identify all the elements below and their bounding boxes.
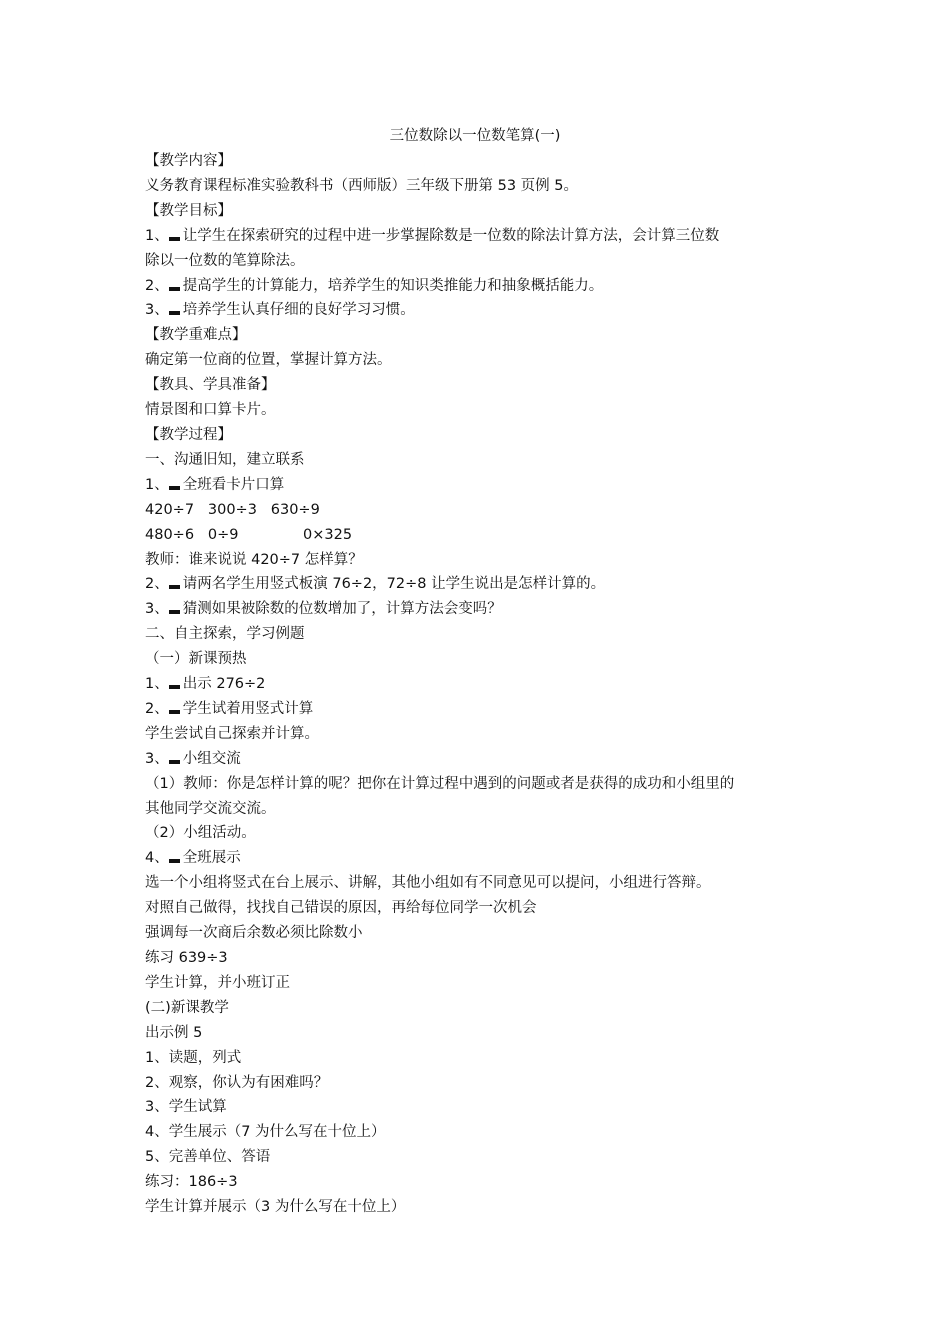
list-number: 1、 xyxy=(145,476,169,493)
document-body xyxy=(145,149,825,1220)
line-text: 义务教育课程标准实验教科书（西师版）三年级下册第 53 页例 5。 xyxy=(145,177,579,194)
list-number: 1、 xyxy=(145,676,169,693)
line-text: 教师：谁来说说 420÷7 怎样算？ xyxy=(145,551,363,568)
line-text: 1、读题，列式 xyxy=(145,1049,242,1066)
line-text: 小组交流 xyxy=(182,750,241,767)
text-line xyxy=(145,1021,825,1046)
list-number: 3、 xyxy=(145,750,169,767)
line-text: 练习 639÷3 xyxy=(145,950,228,966)
line-text: 提高学生的计算能力，培养学生的知识类推能力和抽象概括能力。 xyxy=(182,277,604,294)
text-line xyxy=(145,498,825,523)
text-line xyxy=(145,448,825,473)
line-text: 全班看卡片口算 xyxy=(182,476,285,493)
text-line xyxy=(145,523,825,548)
text-line xyxy=(145,298,825,323)
text-line xyxy=(145,323,825,348)
text-line xyxy=(145,772,825,797)
text-line xyxy=(145,249,825,274)
text-line xyxy=(145,1071,825,1096)
text-line xyxy=(145,622,825,647)
text-line xyxy=(145,1046,825,1071)
tab-marker-icon xyxy=(169,760,180,764)
line-text: 420÷7 300÷3 630÷9 xyxy=(145,501,320,518)
text-line xyxy=(145,797,825,822)
text-line xyxy=(145,971,825,996)
line-text: 练习：186÷3 xyxy=(145,1174,238,1191)
text-line xyxy=(145,597,825,622)
line-text: (二)新课教学 xyxy=(145,999,229,1016)
text-line xyxy=(145,398,825,423)
line-text: 强调每一次商后余数必须比除数小 xyxy=(145,925,363,942)
line-text: 选一个小组将竖式在台上展示、讲解，其他小组如有不同意见可以提问，小组进行答辩。 xyxy=(145,875,711,892)
line-text: 5、完善单位、答语 xyxy=(145,1149,271,1166)
tab-marker-icon xyxy=(169,237,180,241)
line-text: 学生尝试自己探索并计算。 xyxy=(145,725,319,742)
line-text: 480÷6 0÷9 0×325 xyxy=(145,526,353,543)
line-text: （1）教师：你是怎样计算的呢？把你在计算过程中遇到的问题或者是获得的成功和小组里的 xyxy=(145,775,735,792)
list-number: 1、 xyxy=(145,227,169,244)
text-line xyxy=(145,1195,825,1220)
line-text: 除以一位数的笔算除法。 xyxy=(145,252,305,269)
tab-marker-icon xyxy=(169,610,180,614)
list-number: 2、 xyxy=(145,700,169,717)
text-line xyxy=(145,224,825,249)
line-text: 【教学重难点】 xyxy=(145,327,247,344)
text-line xyxy=(145,722,825,747)
line-text: 二、自主探索，学习例题 xyxy=(145,626,305,643)
line-text: 让学生在探索研究的过程中进一步掌握除数是一位数的除法计算方法，会计算三位数 xyxy=(182,227,720,244)
line-text: 全班展示 xyxy=(182,850,241,867)
line-text: 猜测如果被除数的位数增加了，计算方法会变吗？ xyxy=(182,601,502,618)
line-text: 其他同学交流交流。 xyxy=(145,800,276,817)
line-text: 对照自己做得，找找自己错误的原因，再给每位同学一次机会 xyxy=(145,900,537,917)
tab-marker-icon xyxy=(169,710,180,714)
text-line xyxy=(145,921,825,946)
tab-marker-icon xyxy=(169,585,180,589)
text-line xyxy=(145,946,825,971)
line-text: 【教学过程】 xyxy=(145,426,232,443)
text-line xyxy=(145,871,825,896)
text-line xyxy=(145,473,825,498)
list-number: 2、 xyxy=(145,576,169,593)
line-text: （2）小组活动。 xyxy=(145,825,256,842)
line-text: 出示例 5 xyxy=(145,1024,203,1041)
text-line xyxy=(145,149,825,174)
line-text: 【教学目标】 xyxy=(145,202,232,219)
text-line xyxy=(145,174,825,199)
text-line xyxy=(145,1095,825,1120)
text-line xyxy=(145,199,825,224)
text-line xyxy=(145,996,825,1021)
list-number: 3、 xyxy=(145,302,169,319)
tab-marker-icon xyxy=(169,311,180,315)
text-line xyxy=(145,672,825,697)
text-line xyxy=(145,423,825,448)
line-text: 3、学生试算 xyxy=(145,1099,227,1116)
line-text: 【教具、学具准备】 xyxy=(145,377,276,394)
text-line xyxy=(145,821,825,846)
text-line xyxy=(145,274,825,299)
tab-marker-icon xyxy=(169,685,180,689)
text-line xyxy=(145,697,825,722)
text-line xyxy=(145,373,825,398)
text-line xyxy=(145,896,825,921)
list-number: 2、 xyxy=(145,277,169,294)
text-line xyxy=(145,647,825,672)
list-number: 4、 xyxy=(145,850,169,867)
line-text: 4、学生展示（7 为什么写在十位上） xyxy=(145,1124,386,1141)
text-line xyxy=(145,747,825,772)
line-text: 2、观察，你认为有困难吗？ xyxy=(145,1074,329,1091)
line-text: 【教学内容】 xyxy=(145,153,232,169)
line-text: 确定第一位商的位置，掌握计算方法。 xyxy=(145,352,392,369)
line-text: 情景图和口算卡片。 xyxy=(145,402,276,419)
text-line xyxy=(145,572,825,597)
text-line xyxy=(145,348,825,373)
tab-marker-icon xyxy=(169,486,180,490)
line-text: 一、沟通旧知，建立联系 xyxy=(145,451,305,468)
line-text: 学生计算，并小班订正 xyxy=(145,974,290,991)
text-line xyxy=(145,548,825,573)
list-number: 3、 xyxy=(145,601,169,618)
tab-marker-icon xyxy=(169,287,180,291)
line-text: 学生试着用竖式计算 xyxy=(182,700,314,717)
text-line xyxy=(145,1120,825,1145)
text-line xyxy=(145,846,825,871)
tab-marker-icon xyxy=(169,859,180,863)
line-text: 学生计算并展示（3 为什么写在十位上） xyxy=(145,1199,406,1216)
page-title: 三位数除以一位数笔算(一) xyxy=(389,128,561,144)
line-text: 请两名学生用竖式板演 76÷2，72÷8 让学生说出是怎样计算的。 xyxy=(182,576,606,593)
text-line xyxy=(145,1145,825,1170)
line-text: （一）新课预热 xyxy=(145,651,247,668)
text-line xyxy=(145,1170,825,1195)
line-text: 培养学生认真仔细的良好学习习惯。 xyxy=(182,302,415,319)
line-text: 出示 276÷2 xyxy=(182,676,266,693)
